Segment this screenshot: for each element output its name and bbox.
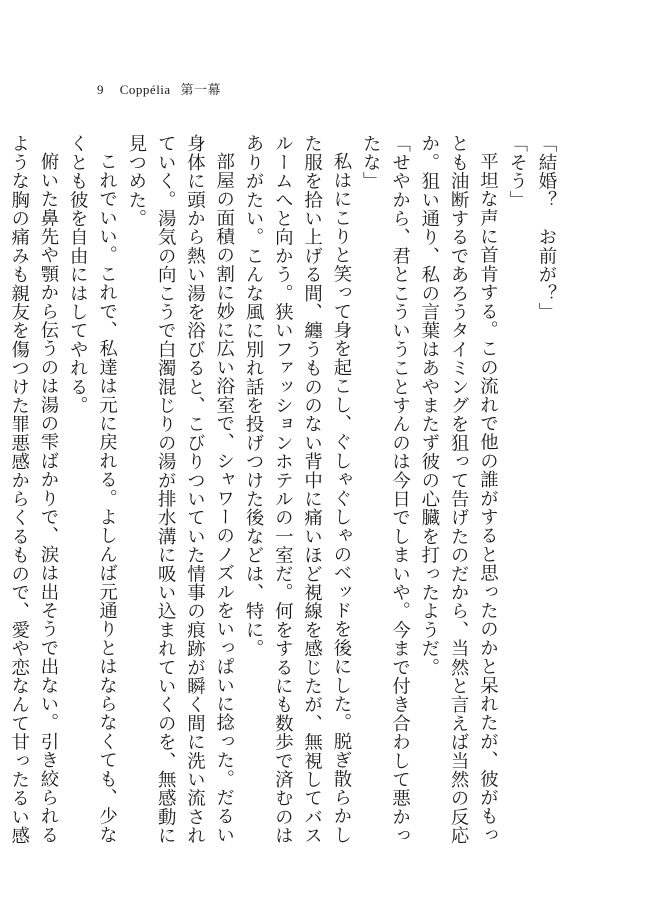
chapter-title: 第一幕 <box>180 82 221 97</box>
page-number: 9 <box>97 82 104 97</box>
paragraph: 「せやから、君とこういうことすんのは今日でしまいや。今まで付き合わして悪かったな」 <box>360 134 411 845</box>
paragraph: 部屋の面積の割に妙に広い浴室で、シャワーのノズルをいっぱいに捻った。だるい身体に頭から熱い湯を浴びると、こびりついていた情事の痕跡が瞬く間に洗い流されていく。湯気の向こうで白濁混じりの湯が排水溝に吸い込まれていくのを、無感動に見つめた。 <box>125 134 235 845</box>
paragraph: 俯いた鼻先や顎から伝うのは湯の雫ばかりで、涙は出そうで出ない。引き絞られるような胸の痛みも親友を傷つけた罪悪感からくるもので、愛や恋なんて甘ったるい感 <box>8 134 59 845</box>
book-title: Coppélia <box>119 82 171 97</box>
running-header <box>97 79 221 98</box>
paragraph: 「結婚？ お前が？」 <box>536 134 557 321</box>
paragraph: 平坦な声に首肯する。この流れで他の誰がすると思ったのかと呆れたが、彼がもっとも油断するであろうタイミングを狙って告げたのだから、当然と言えば当然の反応か。狙い通り、私の言葉はあやまたず彼の心臓を打ったようだ。 <box>418 134 499 845</box>
vertical-body-text <box>8 134 561 856</box>
paragraph: 「そう」 <box>506 134 528 209</box>
paragraph: 私はにこりと笑って身を起こし、ぐしゃぐしゃのベッドを後にした。脱ぎ散らかした服を拾い上げる間、纏うもののない背中に痛いほど視線を感じたが、無視してバスルームへと向かう。狭いファッションホテルの一室だ。何をするにも数歩で済むのはありがたい。こんな風に別れ話を投げつけた後などは、特に。 <box>243 134 352 845</box>
paragraph: これでいい。これで、私達は元に戻れる。よしんば元通りとはならなくても、少なくとも彼を自由にはしてやれる。 <box>67 134 118 845</box>
